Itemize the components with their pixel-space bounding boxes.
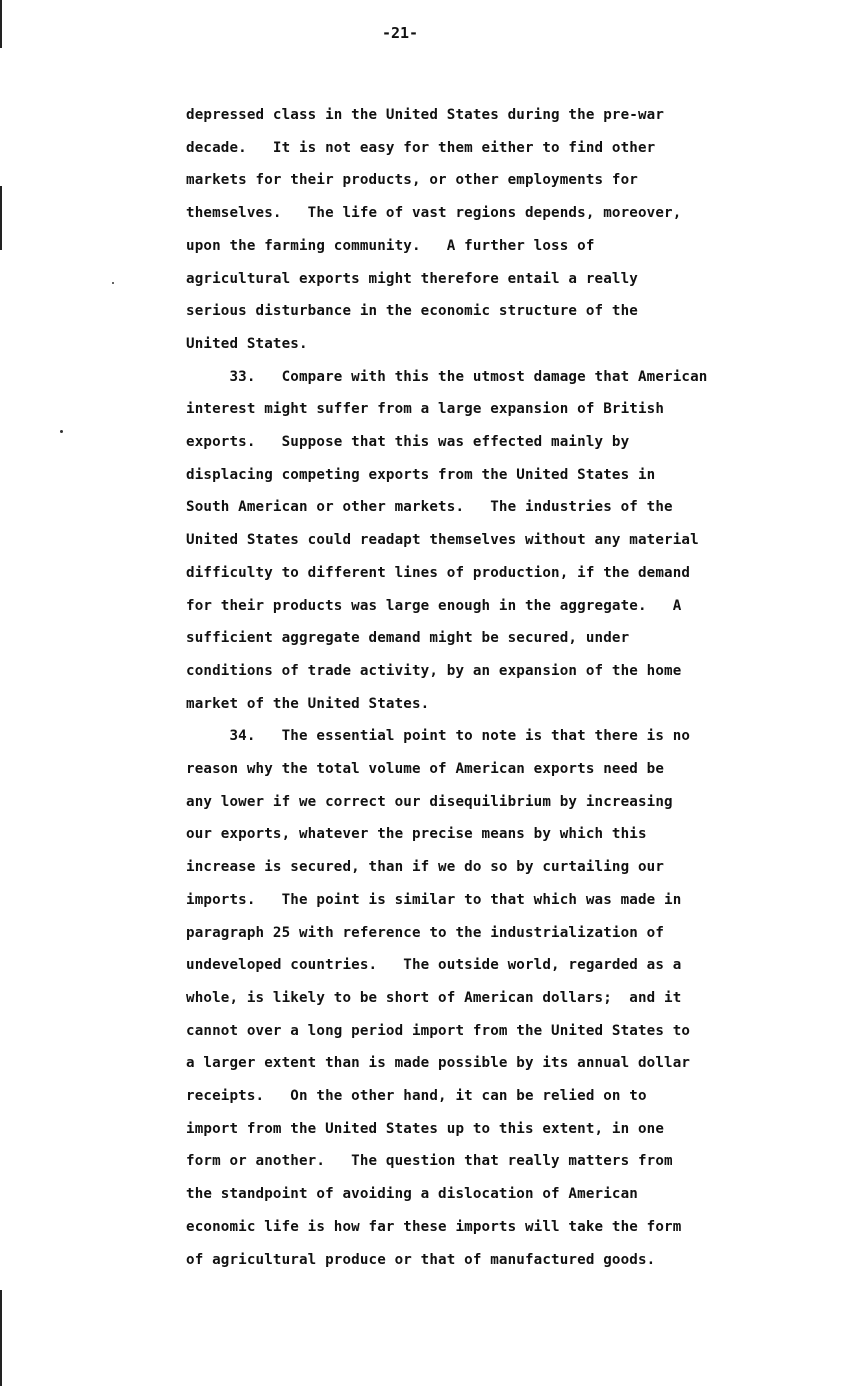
text-line: form or another. The question that really matters from (186, 1153, 673, 1170)
text-line: South American or other markets. The industries of the (186, 499, 673, 516)
text-line: themselves. The life of vast regions depends, moreover, (186, 205, 682, 222)
text-line: depressed class in the United States during the pre-war (186, 107, 665, 123)
text-line: increase is secured, than if we do so by curtailing our (186, 859, 665, 876)
text-line: imports. The point is similar to that which was made in (186, 891, 682, 908)
text-line: import from the United States up to this extent, in one (186, 1120, 665, 1137)
text-line: serious disturbance in the economic structure of the (186, 303, 638, 320)
text-line: a larger extent than is made possible by its annual dollar (186, 1055, 691, 1072)
text-line: exports. Suppose that this was effected mainly by (186, 434, 630, 450)
text-line: United States. (186, 335, 308, 352)
text-line: displacing competing exports from the United States in (186, 466, 656, 483)
text-line: conditions of trade activity, by an expansion of the home (186, 662, 682, 679)
text-line: any lower if we correct our disequilibrium by increasing (186, 793, 673, 810)
text-line: paragraph 25 with reference to the industrialization of (186, 924, 665, 941)
page-edge-middle (0, 186, 2, 250)
text-line: whole, is likely to be short of American dollars; and it (186, 989, 682, 1006)
text-line: agricultural exports might therefore entail a really (186, 270, 638, 287)
text-line: sufficient aggregate demand might be secured, under (186, 630, 630, 647)
text-line: receipts. On the other hand, it can be relied on to (186, 1088, 647, 1104)
text-line: reason why the total volume of American exports need be (186, 761, 665, 777)
text-line: cannot over a long period import from the United States to (186, 1022, 691, 1039)
page-number: -21- (381, 24, 419, 42)
text-line: of agricultural produce or that of manufactured goods. (186, 1251, 656, 1268)
text-line: 33. Compare with this the utmost damage that American (186, 368, 708, 385)
text-line: the standpoint of avoiding a dislocation of American (186, 1186, 638, 1203)
text-line: our exports, whatever the precise means by which this (186, 826, 647, 843)
text-line: upon the farming community. A further loss of (186, 237, 595, 254)
stray-mark (112, 282, 114, 284)
text-line: decade. It is not easy for them either to find other (186, 139, 656, 156)
text-line: interest might suffer from a large expansion of British (186, 401, 665, 418)
text-line: United States could readapt themselves without any material (186, 532, 699, 549)
stray-mark (60, 430, 63, 433)
text-line: market of the United States. (186, 695, 430, 712)
page-edge-bottom (0, 1290, 2, 1386)
text-line: undeveloped countries. The outside world, regarded as a (186, 957, 682, 974)
text-line: difficulty to different lines of production, if the demand (186, 564, 691, 581)
text-line: for their products was large enough in the aggregate. A (186, 597, 682, 614)
text-line: 34. The essential point to note is that there is no (186, 728, 691, 745)
text-line: economic life is how far these imports will take the form (186, 1218, 682, 1235)
text-line: markets for their products, or other employments for (186, 172, 638, 189)
